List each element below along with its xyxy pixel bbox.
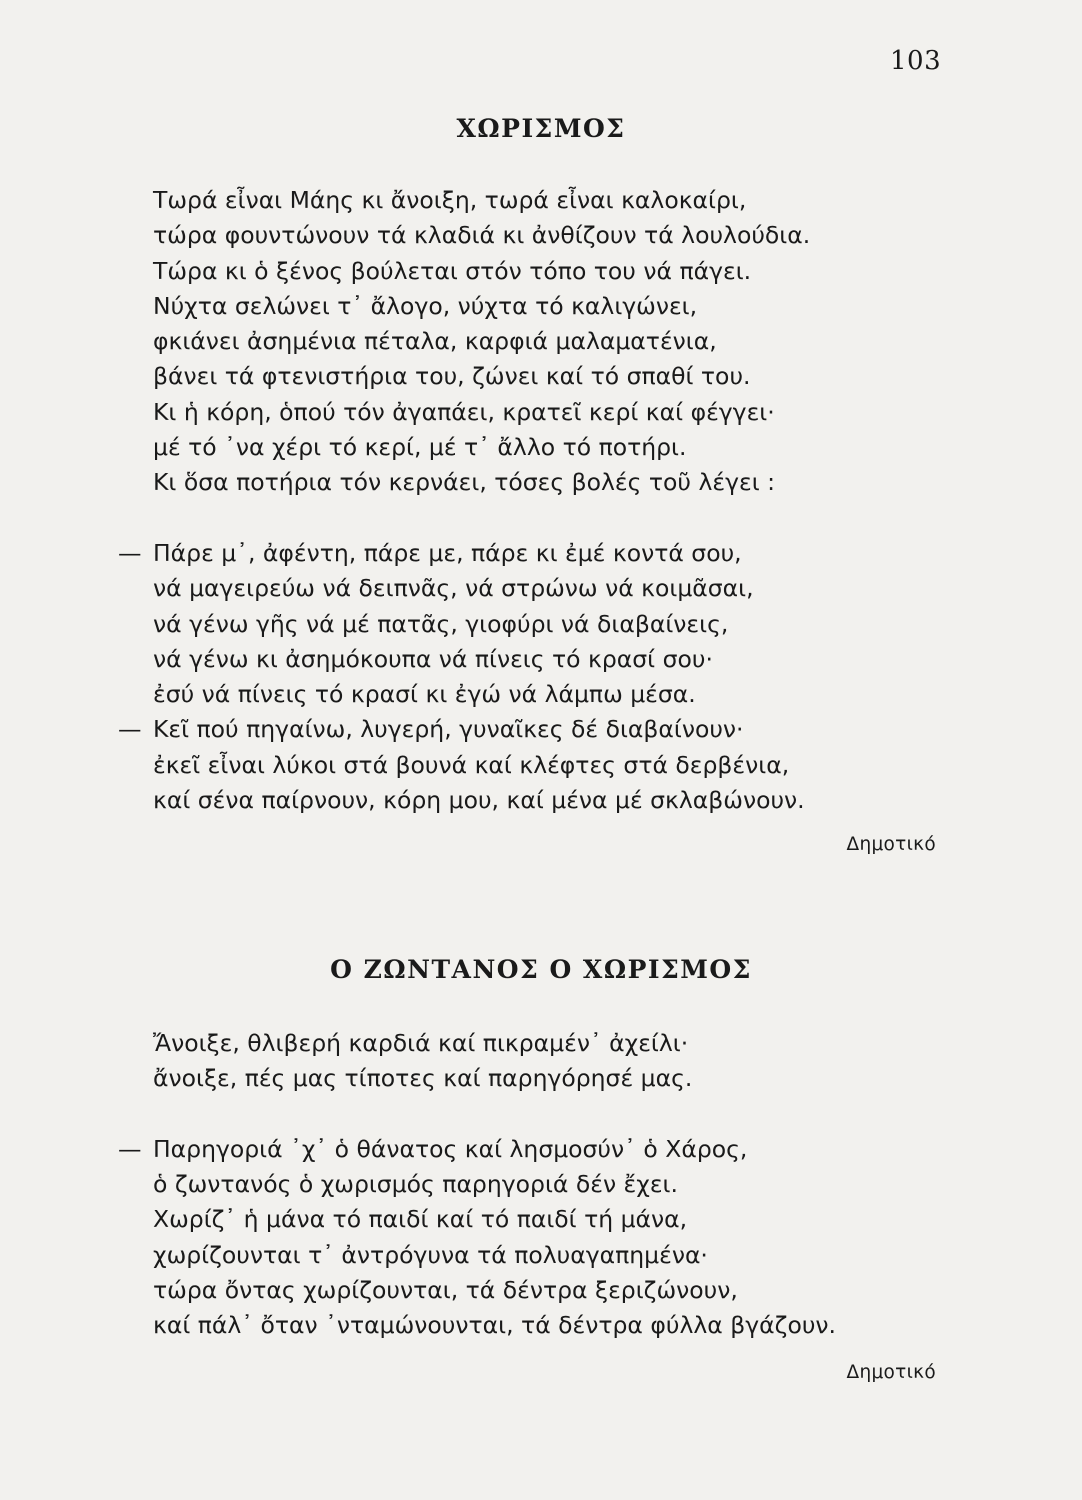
verse-line: Ἄνοιξε, θλιβερή καρδιά καί πικραμέν᾽ ἀχείλι· [153, 1029, 689, 1057]
attribution: Δημοτικό [846, 834, 936, 855]
verse-line: βάνει τά φτενιστήρια του, ζώνει καί τό σπαθί του. [153, 362, 751, 391]
verse-line: Τώρα κι ὁ ξένος βούλεται στόν τόπο του νά πάγει. [153, 256, 752, 285]
verse-line: καί σένα παίρνουν, κόρη μου, καί μένα μέ σκλαβώνουν. [153, 786, 805, 815]
verse-line: μέ τό ᾽να χέρι τό κερί, μέ τ᾽ ἄλλο τό ποτήρι. [153, 433, 687, 462]
dialogue-dash: — [118, 538, 142, 567]
poem-body [118, 1026, 978, 1344]
verse-line: Κι ὅσα ποτήρια τόν κερνάει, τόσες βολές τοῦ λέγει : [153, 468, 776, 497]
verse-line: ἐκεῖ εἶναι λύκοι στά βουνά καί κλέφτες στά δερβένια, [153, 750, 790, 779]
attribution: Δημοτικό [846, 1362, 936, 1383]
verse-line: — Πάρε μ᾽, ἀφέντη, πάρε με, πάρε κι ἐμέ κοντά σου, [118, 536, 978, 571]
verse-line: — Κεῖ πού πηγαίνω, λυγερή, γυναῖκες δέ διαβαίνουν· [118, 712, 978, 747]
poem-title: ΧΩΡΙΣΜΟΣ [456, 114, 626, 143]
verse-line: τώρα ὄντας χωρίζουνται, τά δέντρα ξεριζώνουν, [153, 1276, 738, 1305]
verse-line: — Παρηγοριά ᾽χ᾽ ὁ θάνατος καί λησμοσύν᾽ ὁ Χάρος, [118, 1132, 978, 1167]
verse-line: χωρίζουνται τ᾽ ἀντρόγυνα τά πολυαγαπημένα· [153, 1240, 708, 1269]
verse-line: νά μαγειρεύω νά δειπνᾶς, νά στρώνω νά κοιμᾶσαι, [153, 574, 754, 603]
verse-line: Κι ἡ κόρη, ὁπού τόν ἀγαπάει, κρατεῖ κερί καί φέγγει· [153, 397, 775, 426]
dialogue-dash: — [118, 715, 142, 744]
verse-line: Νύχτα σελώνει τ᾽ ἄλογο, νύχτα τό καλιγώνει, [153, 291, 698, 320]
verse-line: καί πάλ᾽ ὄταν ᾽νταμώνουνται, τά δέντρα φύλλα βγάζουν. [153, 1311, 837, 1340]
verse-line: ἐσύ νά πίνεις τό κρασί κι ἐγώ νά λάμπω μέσα. [153, 680, 696, 709]
verse-line: ὁ ζωντανός ὁ χωρισμός παρηγοριά δέν ἔχει. [153, 1170, 678, 1199]
verse-line: ἄνοιξε, πές μας τίποτες καί παρηγόρησέ μας. [153, 1064, 693, 1093]
verse-line: Τωρά εἶναι Μάης κι ἄνοιξη, τωρά εἶναι καλοκαίρι, [153, 186, 747, 214]
verse-line: Χωρίζ᾽ ἡ μάνα τό παιδί καί τό παιδί τή μάνα, [153, 1205, 688, 1234]
poem-title: Ο ΖΩΝΤΑΝΟΣ Ο ΧΩΡΙΣΜΟΣ [330, 955, 752, 984]
poem-body [118, 183, 978, 818]
verse-line: νά γένω γῆς νά μέ πατᾶς, γιοφύρι νά διαβαίνεις, [153, 609, 729, 638]
verse-line: τώρα φουντώνουν τά κλαδιά κι ἀνθίζουν τά λουλούδια. [153, 221, 811, 250]
verse-line: νά γένω κι ἀσημόκουπα νά πίνεις τό κρασί σου· [153, 644, 713, 673]
page-number: 103 [890, 46, 942, 76]
dialogue-dash: — [118, 1134, 142, 1163]
verse-line: φκιάνει ἀσημένια πέταλα, καρφιά μαλαματένια, [153, 327, 717, 356]
